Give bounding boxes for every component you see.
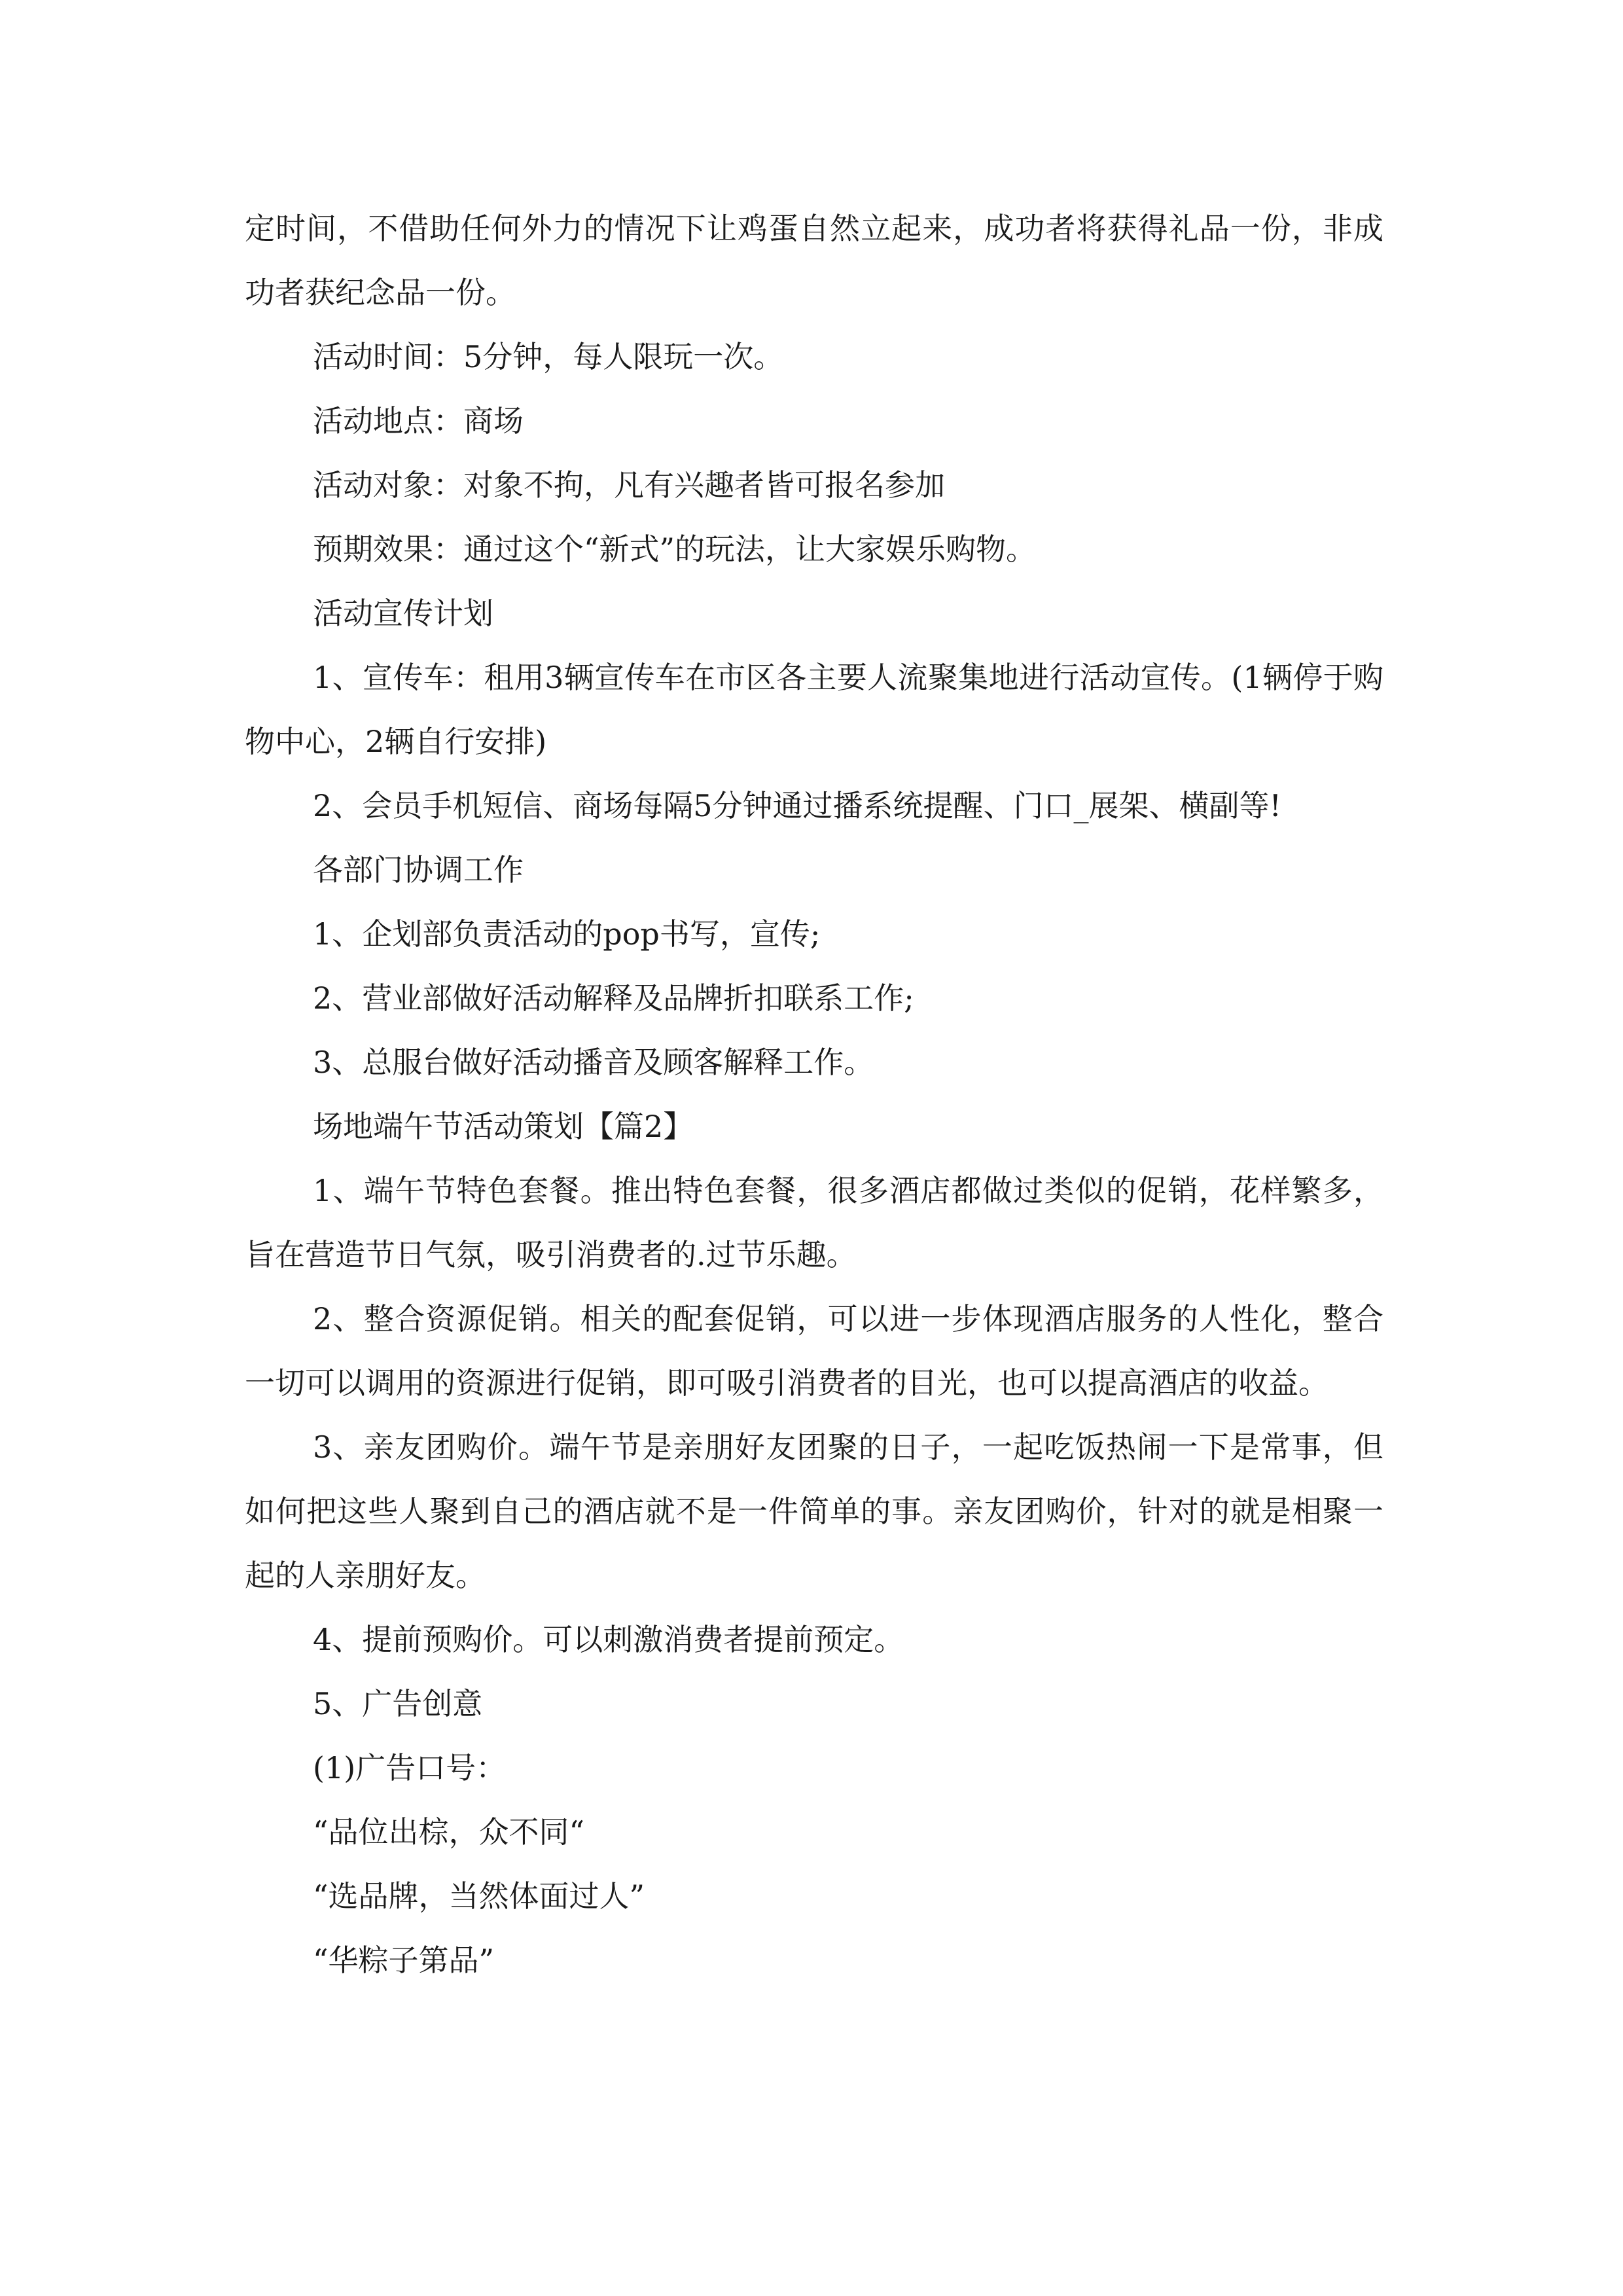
slogan-1: “品位出棕，众不同“ [313, 1814, 585, 1850]
heading-ad-creative: 5、广告创意 [313, 1686, 483, 1721]
paragraph-planning-dept: 1、企划部负责活动的pop书写，宣传; [313, 916, 821, 952]
paragraph-group-price: 3、亲友团购价。端午节是亲朋好友团聚的日子，一起吃饭热闹一下是常事，但如何把这些人聚到自己的酒店就不是一件简单的事。亲友团购价，针对的就是相聚一起的人亲朋好友。 [245, 1429, 1383, 1593]
paragraph-special-menu: 1、端午节特色套餐。推出特色套餐，很多酒店都做过类似的促销，花样繁多，旨在营造节日气氛，吸引消费者的.过节乐趣。 [245, 1173, 1383, 1272]
paragraph-activity-audience: 活动对象：对象不拘，凡有兴趣者皆可报名参加 [313, 467, 945, 503]
document-body [245, 196, 1383, 1992]
paragraph-activity-time: 活动时间：5分钟，每人限玩一次。 [313, 339, 784, 374]
paragraph-resource-promo: 2、整合资源促销。相关的配套促销，可以进一步体现酒店服务的人性化，整合一切可以调用的资源进行促销，即可吸引消费者的目光，也可以提高酒店的收益。 [245, 1301, 1383, 1401]
paragraph-sales-dept: 2、营业部做好活动解释及品牌折扣联系工作; [313, 980, 914, 1016]
paragraph-service-desk: 3、总服台做好活动播音及顾客解释工作。 [313, 1045, 874, 1080]
heading-section-2: 场地端午节活动策划【篇2】 [313, 1109, 694, 1144]
heading-promotion-plan: 活动宣传计划 [313, 596, 493, 631]
paragraph-egg-rule: 定时间，不借助任何外力的情况下让鸡蛋自然立起来，成功者将获得礼品一份，非成功者获纪念品一份。 [245, 211, 1383, 310]
slogan-2: “选品牌，当然体面过人” [313, 1878, 645, 1914]
paragraph-expected-effect: 预期效果：通过这个“新式”的玩法，让大家娱乐购物。 [313, 531, 1037, 567]
heading-ad-slogan: (1)广告口号： [313, 1750, 507, 1785]
paragraph-promo-sms: 2、会员手机短信、商场每隔5分钟通过播系统提醒、门口_展架、横副等! [313, 788, 1282, 823]
slogan-3: “华粽子第品” [313, 1943, 495, 1978]
paragraph-early-booking: 4、提前预购价。可以刺激消费者提前预定。 [313, 1622, 904, 1657]
paragraph-activity-location: 活动地点：商场 [313, 403, 524, 439]
heading-department-coordination: 各部门协调工作 [313, 852, 524, 888]
paragraph-promo-vehicle: 1、宣传车：租用3辆宣传车在市区各主要人流聚集地进行活动宣传。(1辆停于购物中心，2辆自行安排) [245, 660, 1383, 759]
